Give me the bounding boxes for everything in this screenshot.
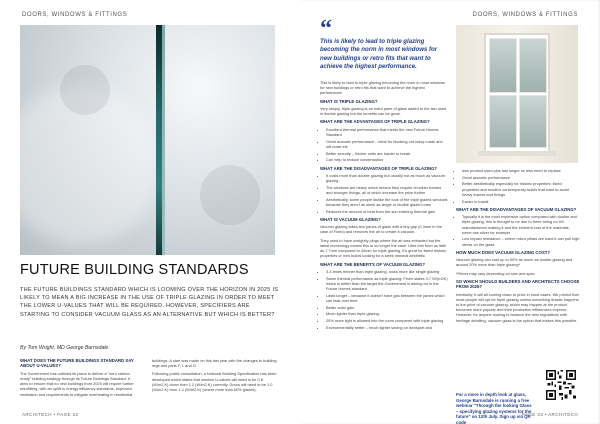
list-item: • 3-4 times thinner than triple glazing, looks more like single glazing	[326, 269, 448, 274]
list-item: • The windows are heavy which means they require chunkier frames and stronger fixings, all of which increase the price further	[326, 185, 448, 195]
pull-quote	[320, 16, 440, 72]
list-item: • Easier to install	[462, 199, 580, 204]
list-item: • Better security – thicker units are harder to break	[326, 151, 448, 156]
page-footer: PAGE 33 • ARCHITECH	[521, 412, 578, 417]
pull-quote-text: This is likely to lead to triple glazing becoming the norm in most windows for new buildings or retro fits that want to achieve the highest performance.	[320, 38, 438, 71]
page-footer: ARCHITECH • PAGE 32	[22, 412, 79, 417]
section-tag: DOORS, WINDOWS & FITTINGS	[472, 12, 578, 18]
webinar-callout: For a more in depth look at glass, George Barnsdale is running a free webinar "Through the looking Glass – specifying glazing systems for the future" on 12th July. Sign up via QR code	[456, 392, 532, 424]
list-item: • Same thermal performance as triple glazing: Fineo states 0.7 W/(m2K) which is better than the target the Government is aiming for in the Future Homes standard	[326, 276, 448, 292]
vacuum-disadvantages-list	[456, 214, 580, 247]
subheading: SO WHICH SHOULD BUILDERS AND ARCHITECTS CHOOSE FROM 2025?	[456, 278, 580, 290]
right-column-2	[456, 168, 580, 326]
paragraph: Vacuum glazing can cost up to 50% as much as double glazing and around 20% more than triple glazing*	[456, 257, 573, 268]
list-item: • Reduces the amount of heat from the sun entering thermal gain	[326, 209, 448, 214]
list-item: • Environmentally better – much lighter saving on transport and	[326, 325, 448, 330]
list-item: • less product used plus last longer so less need to replace	[462, 168, 580, 173]
advantages-list	[320, 127, 448, 163]
paragraph: Following public consultation, a Notional Building Specification has been developed which states that window U-values will need to be 0.8 (W/m2.K) down from 1.2 (W/m2.K) currently. Doors will need to be 1.0 (W/m2.K) from 1.2 (W/m2.K) (where more than 60% glazed).	[152, 371, 277, 393]
list-item: • Can help to reduce condensation	[326, 157, 448, 162]
list-item: • Excellent thermal performance that meets the new Future Homes Standard	[326, 127, 448, 137]
paragraph: buildings. A start was made on this last year with the changes to building regs and parts F, L and O.	[152, 358, 277, 369]
right-page	[300, 0, 600, 424]
list-item: • Typically it is the most expensive option compared with double and triple glazing, this is thought to be due to there being no UK manufacturers making it and the inherent cost of the materials, some use silver for example	[462, 214, 580, 235]
list-item: • Low impact resistance – where micro pillars are used it can pull high stress on the glass	[462, 236, 580, 246]
subheading: WHAT DOES THE FUTURE BUILDINGS STANDARD SAY ABOUT U-VALUES?	[20, 358, 134, 369]
list-item: • Lasts longer – because it doesn't have gas between the panes which can leak over time	[326, 293, 448, 303]
list-item: • Much lighter than triple glazing	[326, 311, 448, 316]
paragraph: They used to have unsightly plugs where the air was extracted but the latest technology means this is no longer the case. Ultra thin from as little as 7.7mm compared to 44mm for triple glazing, it's great for listed historic properties or new builds looking for a sleek minimal aesthetic.	[320, 237, 447, 259]
subheading: WHAT IS VACUUM GLAZING?	[320, 216, 381, 222]
list-item: • Better solar gain	[326, 305, 448, 310]
benefits-list	[320, 269, 448, 330]
subheading: WHAT IS TRIPLE GLAZING?	[320, 98, 378, 104]
left-column-1	[20, 358, 138, 400]
paragraph: Inevitably, it will all coming down to price in most cases. We predict that most people will opt for triple glazing unless something drastic happens to the price of vacuum glazing, which may happen at the product becomes more popular and their production efficiencies improve. However, for anyone looking to balance the new regulations with heritage detailing, vacuum glass is the option that makes this possible.	[456, 291, 579, 323]
list-item: • Great acoustic performance – ideal for blocking out noisy roads and loft noise etc	[326, 139, 448, 149]
glass-pane-photo	[20, 25, 275, 255]
window-frame	[484, 33, 550, 153]
list-item: • It costs more than double glazing but usually not as much as vacuum glazing	[326, 173, 448, 183]
paragraph: *Prices may vary depending on size and spec	[456, 270, 535, 276]
standfirst: THE FUTURE BUILDINGS STANDARD WHICH IS LOOMING OVER THE HORIZON IN 2025 IS LIKELY TO MEAN A BIG INCREASE IN THE USE OF TRIPLE GLAZING IN ORDER TO MEET THE LOWER U-VALUES THAT WILL BE REQUIRED. HOWEVER, SPECIFIERS ARE STARTING TO CONSIDER VACUUM GLASS AS AN ALTERNATIVE BUT WHICH IS BETTER?	[20, 287, 279, 318]
list-item: • 25% more light is allowed into the room compared with triple glazing	[326, 318, 448, 323]
byline: By Tom Wright, MD George Barnsdale	[20, 345, 109, 351]
disadvantages-list	[320, 173, 448, 214]
subheading: WHAT ARE THE DISADVANTAGES OF TRIPLE GLAZING?	[320, 165, 438, 171]
left-column-2	[152, 358, 278, 395]
list-item: • Great acoustic performance	[462, 175, 580, 180]
quote-mark-icon: “	[320, 16, 332, 42]
qr-code[interactable]	[546, 370, 576, 400]
list-item: • Better aesthetically especially for historic properties: listed properties and modern contemporary builds that want to avoid heavy frames and fixings	[462, 181, 580, 197]
paragraph: Vacuum glazing takes two panes of glass with a tiny gap (0.3mm in the case of Fineo) and removes the air to create a vacuum.	[320, 224, 442, 235]
subheading: WHAT ARE THE ADVANTAGES OF TRIPLE GLAZING?	[320, 119, 430, 125]
article-title: FUTURE BUILDING STANDARDS	[20, 262, 249, 278]
paragraph: The Government has outlined its plans to deliver a "zero carbon ready" building strategy through its Future Buildings Standard. It aims to ensure that no new buildings from 2025 will require further retrofitting, with an uplift in energy efficiency standards, improved ventilation and requirements to mitigate overheating in residential	[20, 370, 134, 397]
paragraph: Very simply, triple glazing is an extra pane of glass added to the two used in double glazing but the benefits can be great.	[320, 106, 447, 117]
window-photo	[456, 25, 578, 163]
subheading: HOW MUCH DOES VACUUM GLAZING COST?	[456, 249, 550, 255]
section-tag: DOORS, WINDOWS & FITTINGS	[22, 12, 128, 18]
subheading: WHAT ARE THE DISADVANTAGES OF VACUUM GLAZING?	[456, 206, 577, 212]
subheading: WHAT ARE THE BENEFITS OF VACUUM GLAZING?	[320, 261, 425, 267]
right-column-1	[320, 80, 448, 333]
paragraph: This is likely to lead to triple glazing becoming the norm in most windows for new buildings or retro fits that want to achieve the highest performance.	[320, 80, 445, 96]
list-item: • Aesthetically, some people dislike the look of the triple glazed windows because they aren't as sleek as single or double glazed ones	[326, 197, 448, 207]
benefits-list-continued	[456, 168, 580, 204]
